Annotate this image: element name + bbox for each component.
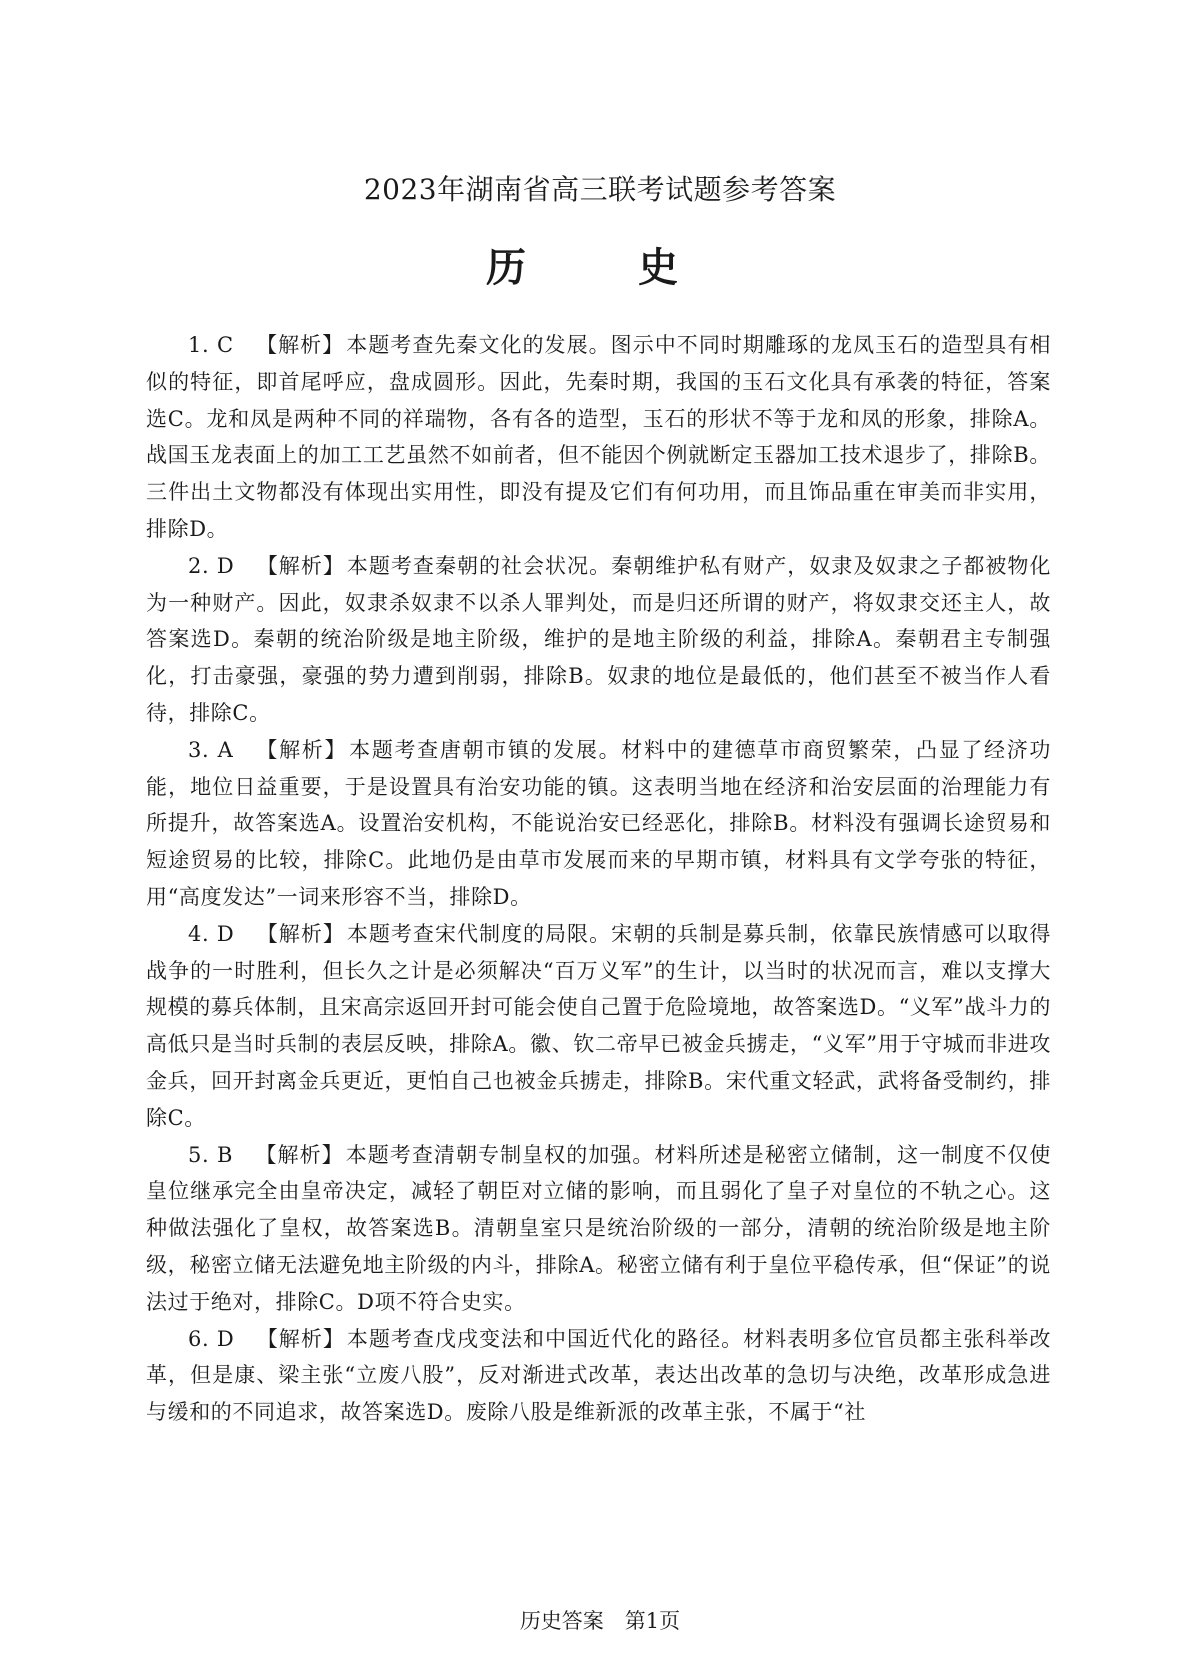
page-header (0, 168, 1200, 208)
analysis-tag: 【解析】 (256, 553, 345, 578)
answer-item (146, 1321, 1051, 1431)
analysis-tag: 【解析】 (255, 333, 345, 357)
answer-item (146, 327, 1051, 548)
answer-item (146, 1137, 1051, 1321)
answer-item (146, 548, 1051, 732)
answer-text: 本题考查秦朝的社会状况。秦朝维护私有财产，奴隶及奴隶之子都被物化为一种财产。因此，奴隶杀奴隶不以杀人罪判处，而是归还所谓的财产，将奴隶交还主人，故答案选D。秦朝的统治阶级是地主阶级，维护的是地主阶级的利益，排除A。秦朝君主专制强化，打击豪强，豪强的势力遭到削弱，排除B。奴隶的地位是最低的，他们甚至不被当作人看待，排除C。 (146, 553, 1052, 725)
answer-paragraph (146, 916, 1051, 1137)
answer-text: 本题考查宋代制度的局限。宋朝的兵制是募兵制，依靠民族情感可以取得战争的一时胜利，但长久之计是必须解决“百万义军”的生计，以当时的状况而言，难以支撑大规模的募兵体制，且宋高宗返回开封可能会使自己置于危险境地，故答案选D。“义军”战斗力的高低只是当时兵制的表层反映，排除A。徽、钦二帝早已被金兵掳走，“义军”用于守城而非进攻金兵，回开封离金兵更近，更怕自己也被金兵掳走，排除B。宋代重文轻武，武将备受制约，排除C。 (146, 921, 1052, 1130)
answer-item (146, 732, 1051, 916)
answer-paragraph (146, 327, 1051, 548)
question-number: 4. D (188, 921, 235, 946)
answer-paragraph (146, 732, 1051, 916)
answer-paragraph (146, 1137, 1051, 1321)
analysis-tag: 【解析】 (255, 737, 348, 762)
page-footer: 历史答案 第1页 (519, 1609, 681, 1633)
answer-text: 本题考查戊戌变法和中国近代化的路径。材料表明多位官员都主张科举改革，但是康、梁主张“立废八股”，反对渐进式改革，表达出改革的急切与决绝，改革形成急进与缓和的不同追求，故答案选D。废除八股是维新派的改革主张，不属于“社 (146, 1326, 1052, 1425)
answer-text: 本题考查先秦文化的发展。图示中不同时期雕琢的龙凤玉石的造型具有相似的特征，即首尾呼应，盘成圆形。因此，先秦时期，我国的玉石文化具有承袭的特征，答案选C。龙和凤是两种不同的祥瑞物，各有各的造型，玉石的形状不等于龙和凤的形象，排除A。战国玉龙表面上的加工工艺虽然不如前者，但不能因个例就断定玉器加工技术退步了，排除B。三件出土文物都没有体现出实用性，即没有提及它们有何功用，而且饰品重在审美而非实用，排除D。 (146, 333, 1051, 541)
answer-list (146, 327, 1051, 1431)
question-number: 6. D (188, 1326, 235, 1351)
analysis-tag: 【解析】 (256, 921, 345, 946)
subject-title: 历 史 (486, 244, 714, 291)
question-number: 1. C (188, 333, 234, 357)
question-number: 2. D (188, 553, 235, 578)
question-number: 3. A (188, 737, 234, 762)
answer-item (146, 916, 1051, 1137)
analysis-tag: 【解析】 (255, 1142, 344, 1167)
answer-paragraph (146, 1321, 1051, 1431)
question-number: 5. B (188, 1142, 233, 1167)
answer-text: 本题考查唐朝市镇的发展。材料中的建德草市商贸繁荣，凸显了经济功能，地位日益重要，于是设置具有治安功能的镇。这表明当地在经济和治安层面的治理能力有所提升，故答案选A。设置治安机构，不能说治安已经恶化，排除B。材料没有强调长途贸易和短途贸易的比较，排除C。此地仍是由草市发展而来的早期市镇，材料具有文学夸张的特征，用“高度发达”一词来形容不当，排除D。 (146, 737, 1051, 909)
answer-text: 本题考查清朝专制皇权的加强。材料所述是秘密立储制，这一制度不仅使皇位继承完全由皇帝决定，减轻了朝臣对立储的影响，而且弱化了皇子对皇位的不轨之心。这种做法强化了皇权，故答案选B。清朝皇室只是统治阶级的一部分，清朝的统治阶级是地主阶级，秘密立储无法避免地主阶级的内斗，排除A。秘密立储有利于皇位平稳传承，但“保证”的说法过于绝对，排除C。D项不符合史实。 (146, 1142, 1051, 1314)
document-title: 2023年湖南省高三联考试题参考答案 (363, 173, 837, 206)
answer-paragraph (146, 548, 1051, 732)
analysis-tag: 【解析】 (256, 1326, 345, 1351)
